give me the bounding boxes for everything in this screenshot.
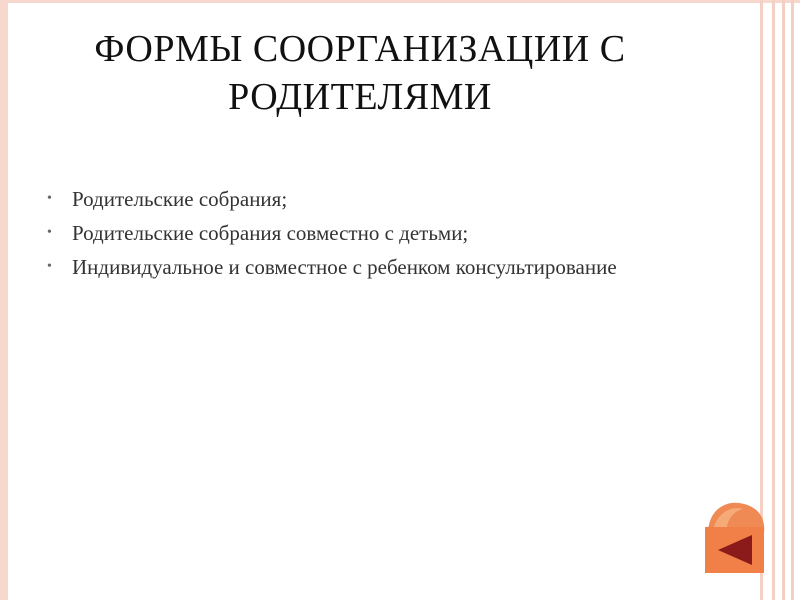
bullet-icon: • <box>47 259 52 274</box>
list-item-text: Родительские собрания; <box>72 187 288 211</box>
back-arrow-icon <box>700 497 770 577</box>
list-item <box>47 253 687 281</box>
slide-title-line1: ФОРМЫ СООРГАНИЗАЦИИ С <box>94 28 626 70</box>
back-button[interactable] <box>700 497 770 577</box>
bullet-icon: • <box>47 191 52 206</box>
slide-border-top <box>0 0 800 3</box>
list-item-text: Индивидуальное и совместное с ребенком консультирование <box>72 255 617 279</box>
slide-title-line2: РОДИТЕЛЯМИ <box>228 76 492 118</box>
bullet-icon: • <box>47 225 52 240</box>
bullet-list <box>47 185 687 287</box>
list-item-text: Родительские собрания совместно с детьми; <box>72 221 469 245</box>
list-item <box>47 219 687 247</box>
list-item <box>47 185 687 213</box>
